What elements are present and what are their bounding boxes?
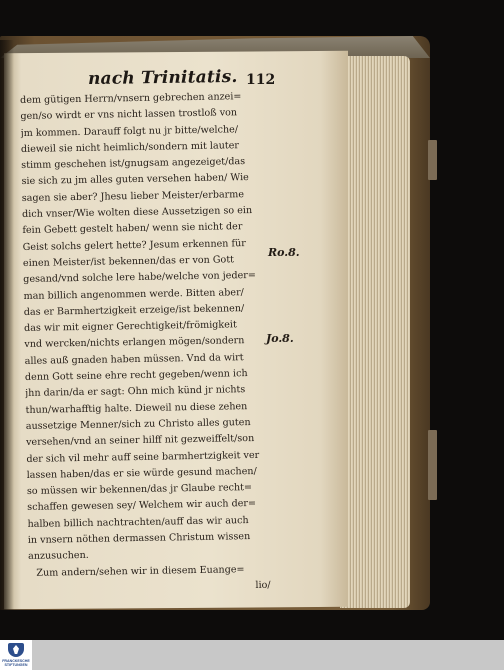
text-line: so müssen wir bekennen/das jr Glaube recht= <box>26 482 253 498</box>
page-edges <box>340 56 410 608</box>
text-line: schaffen gewesen sey/ Welchem wir auch der= <box>27 498 257 514</box>
text-line: in vnsern nöthen dermassen Christum wissen <box>27 531 251 546</box>
text-line: fein Gebett gestelt haben/ wenn sie nicht der <box>22 221 243 237</box>
text-line: das wir mit eigner Gerechtigkeit/frömigkeit <box>24 319 237 335</box>
text-line: jm kommen. Darauff folgt nu jr bitte/welche/ <box>20 123 239 139</box>
margin-note-reference: Ro.8. <box>268 246 300 259</box>
text-line: Geist solchs gelert hette? Jesum erkennen für <box>22 237 246 253</box>
text-line: sagen sie aber? Jhesu lieber Meister/erbarme <box>21 188 245 204</box>
page-number: 112 <box>246 72 276 88</box>
text-line: anzusuchen. <box>27 550 89 563</box>
text-line: gesand/vnd solche lere habe/welche von jeder= <box>23 270 256 286</box>
text-line: lassen haben/das er sie würde gesund machen/ <box>26 465 257 481</box>
margin-note-reference: Jo.8. <box>266 332 294 345</box>
text-line: einen Meister/ist bekennen/das er von Gott <box>22 254 235 269</box>
text-line: dieweil sie nicht heimlich/sondern mit lauter <box>20 140 240 155</box>
text-line: dem gütigen Herrn/vnsern gebrechen anzei= <box>20 91 242 106</box>
text-line: man billich angenommen werde. Bitten aber/ <box>23 286 244 302</box>
text-line: aussetzige Menner/sich zu Christo alles guten <box>25 416 251 432</box>
institution-logo[interactable] <box>0 640 32 670</box>
gutter-shadow <box>0 40 14 610</box>
text-line: gen/so wirdt er vns nicht lassen trostloß von <box>20 107 238 123</box>
text-line: alles auß gnaden haben müssen. Vnd da wirt <box>24 351 244 367</box>
crest-icon <box>8 643 24 657</box>
text-line: jhn darin/da er sagt: Ohn mich künd jr nichts <box>25 384 246 400</box>
running-header: nach Trinitatis. <box>87 66 238 90</box>
page-tab-marker <box>428 430 437 500</box>
text-line: das er Barmhertzigkeit erzeige/ist bekennen/ <box>23 302 245 318</box>
text-line: Zum andern/sehen wir in diesem Euange= <box>36 563 245 579</box>
text-line: sie sich zu jm alles guten versehen haben/ Wie <box>21 172 249 188</box>
page-tab-marker <box>428 140 437 180</box>
viewer-footer-bar <box>0 640 504 670</box>
text-line: denn Gott seine ehre recht gegeben/wenn ich <box>24 368 248 384</box>
logo-label: FRANCKESCHE STIFTUNGEN <box>2 659 30 667</box>
text-line: dich vnser/Wie wolten diese Aussetzigen so ein <box>22 205 253 221</box>
text-line: vnd wercken/nichts erlangen mögen/sondern <box>24 335 245 351</box>
page-body-text <box>20 89 277 598</box>
text-line: der sich vil mehr auff seine barmhertzigkeit ver <box>26 449 260 465</box>
catchword: lio/ <box>255 579 271 591</box>
text-line: thun/warhafftig halte. Dieweil nu diese zehen <box>25 400 248 416</box>
text-line: stimm geschehen ist/gnugsam angezeiget/das <box>21 156 246 172</box>
text-line: versehen/vnd an seiner hilff nit gezweiffelt/son <box>26 433 255 449</box>
text-line: halben billich nachtrachten/auff das wir auch <box>27 514 249 530</box>
